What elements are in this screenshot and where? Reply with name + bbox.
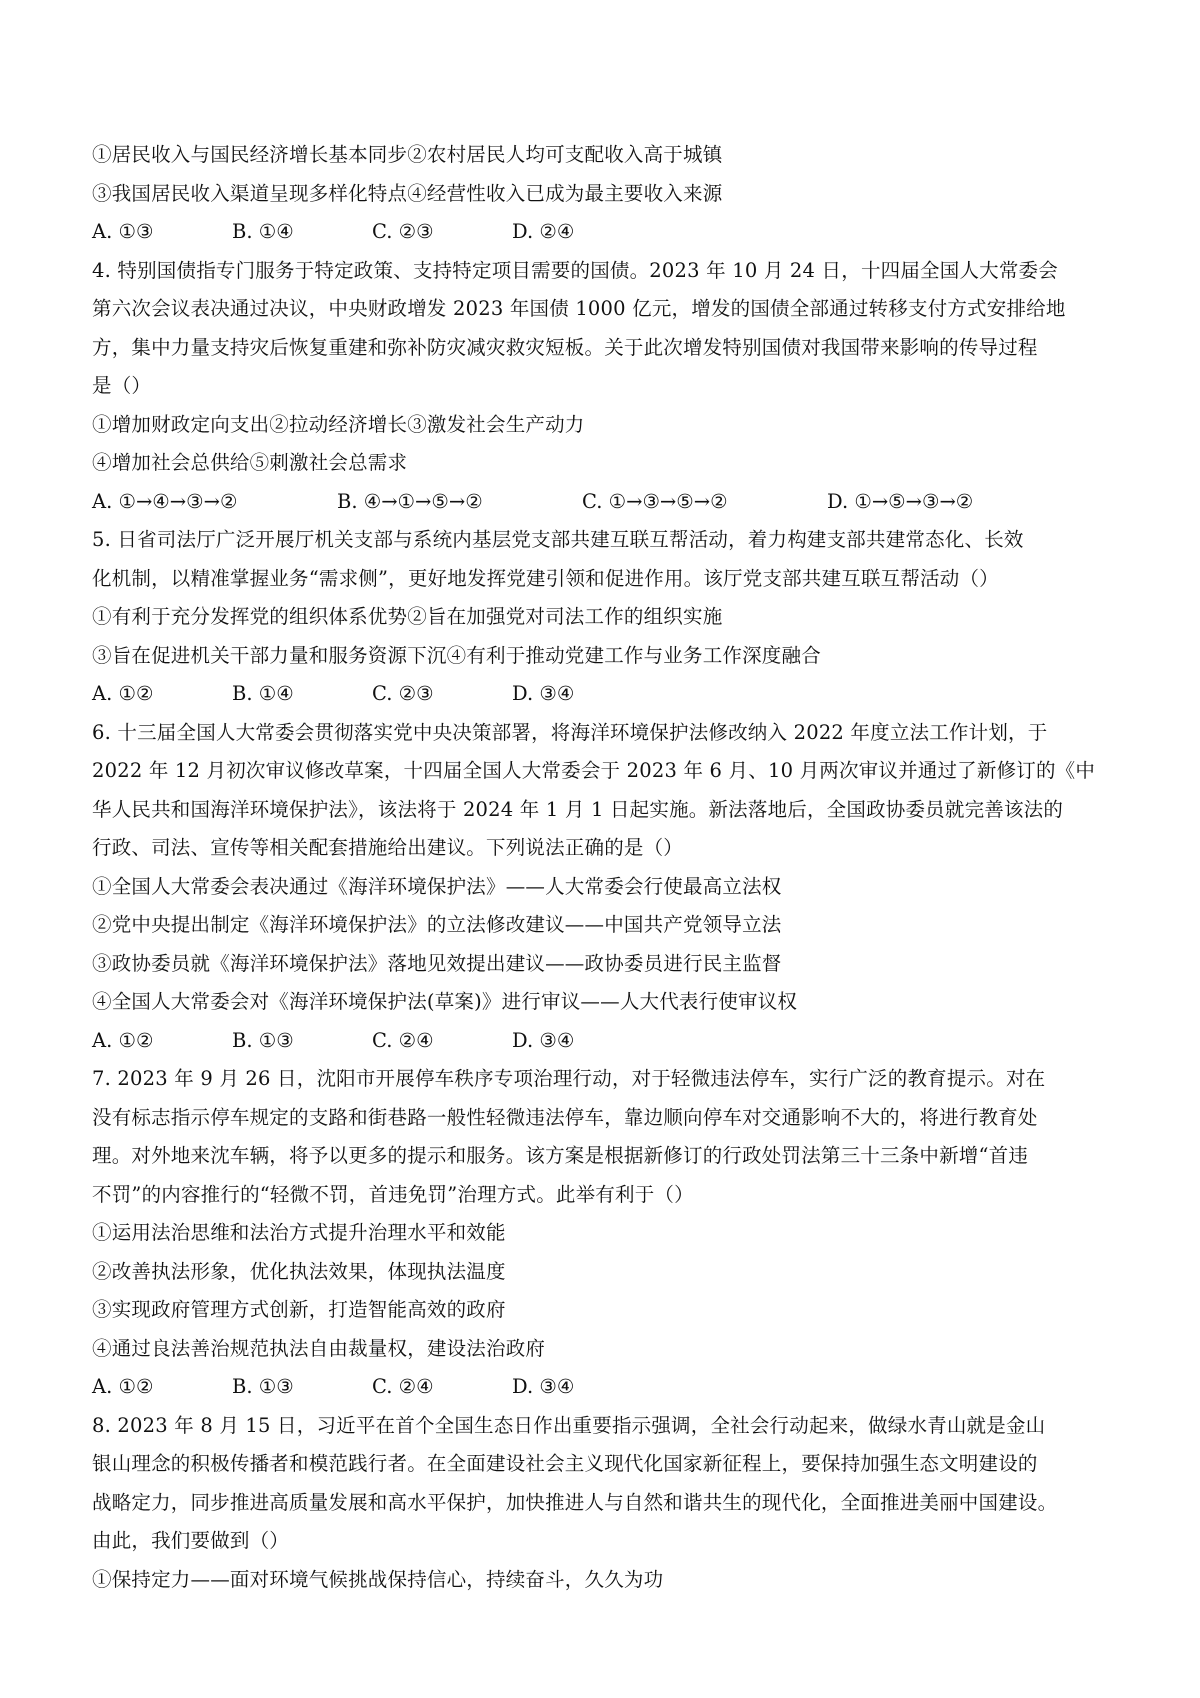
q7-option-3: ③实现政府管理方式创新，打造智能高效的政府 <box>92 1298 506 1321</box>
q3-choice-b: B. ①④ <box>232 220 294 243</box>
q4-choice-b: B. ④→①→⑤→② <box>337 489 483 513</box>
q7-option-2: ②改善执法形象，优化执法效果，体现执法温度 <box>92 1259 506 1283</box>
q7-choice-b: B. ①③ <box>232 1375 294 1398</box>
q6-choice-d: D. ③④ <box>512 1028 575 1052</box>
q4-stem-line-2: 第六次会议表决通过决议，中央财政增发 2023 年国债 1000 亿元，增发的国债全部通过转移支付方式安排给地 <box>92 297 1066 320</box>
q3-option-line-1: ①居民收入与国民经济增长基本同步②农村居民人均可支配收入高于城镇 <box>92 143 723 166</box>
q3-option-line-2: ③我国居民收入渠道呈现多样化特点④经营性收入已成为最主要收入来源 <box>92 181 723 205</box>
q4-stem-line-1: 4. 特别国债指专门服务于特定政策、支持特定项目需要的国债。2023 年 10 月 24 日，十四届全国人大常委会 <box>92 258 1058 282</box>
q7-stem-line-3: 理。对外地来沈车辆，将予以更多的提示和服务。该方案是根据新修订的行政处罚法第三十三条中新增“首违 <box>92 1144 1029 1167</box>
q7-stem-line-1: 7. 2023 年 9 月 26 日，沈阳市开展停车秩序专项治理行动，对于轻微违法停车，实行广泛的教育提示。对在 <box>92 1067 1046 1090</box>
q5-choice-d: D. ③④ <box>512 682 575 705</box>
q4-choice-a: A. ①→④→③→② <box>92 489 238 513</box>
q5-option-line-2: ③旨在促进机关干部力量和服务资源下沉④有利于推动党建工作与业务工作深度融合 <box>92 643 821 667</box>
q4-option-line-1: ①增加财政定向支出②拉动经济增长③激发社会生产动力 <box>92 412 585 436</box>
q4-choice-c: C. ①→③→⑤→② <box>582 489 728 513</box>
q6-stem-line-2: 2022 年 12 月初次审议修改草案，十四届全国人大常委会于 2023 年 6 月、10 月两次审议并通过了新修订的《中 <box>92 759 1096 782</box>
q3-choice-c: C. ②③ <box>372 220 434 243</box>
q5-choice-c: C. ②③ <box>372 682 434 705</box>
q6-choice-b: B. ①③ <box>232 1028 294 1052</box>
q6-choice-a: A. ①② <box>92 1028 154 1052</box>
q5-option-line-1: ①有利于充分发挥党的组织体系优势②旨在加强党对司法工作的组织实施 <box>92 605 723 628</box>
q4-choice-d: D. ①→⑤→③→② <box>827 489 974 513</box>
q6-option-4: ④全国人大常委会对《海洋环境保护法(草案)》进行审议——人大代表行使审议权 <box>92 990 798 1013</box>
q7-choice-a: A. ①② <box>92 1375 154 1398</box>
q6-option-3: ③政协委员就《海洋环境保护法》落地见效提出建议——政协委员进行民主监督 <box>92 951 782 975</box>
q5-choice-a: A. ①② <box>92 682 154 705</box>
q6-choice-c: C. ②④ <box>372 1028 434 1052</box>
q7-choice-c: C. ②④ <box>372 1375 434 1398</box>
q6-option-1: ①全国人大常委会表决通过《海洋环境保护法》——人大常委会行使最高立法权 <box>92 874 782 898</box>
q5-choices <box>92 675 1112 714</box>
q4-choices <box>92 483 1112 522</box>
q4-option-line-2: ④增加社会总供给⑤刺激社会总需求 <box>92 451 408 474</box>
exam-page <box>92 136 1112 1599</box>
q7-option-1: ①运用法治思维和法治方式提升治理水平和效能 <box>92 1221 506 1244</box>
q5-stem-line-2: 化机制，以精准掌握业务“需求侧”，更好地发挥党建引领和促进作用。该厅党支部共建互联互帮活动（） <box>92 566 999 590</box>
q5-stem-line-1: 5. 日省司法厅广泛开展厅机关支部与系统内基层党支部共建互联互帮活动，着力构建支部共建常态化、长效 <box>92 528 1024 551</box>
q3-choices <box>92 213 1112 252</box>
q3-choice-d: D. ②④ <box>512 220 575 243</box>
q6-stem-line-1: 6. 十三届全国人大常委会贯彻落实党中央决策部署，将海洋环境保护法修改纳入 2022 年度立法工作计划，于 <box>92 720 1048 744</box>
q4-stem-line-4: 是（） <box>92 374 152 397</box>
q7-choice-d: D. ③④ <box>512 1375 575 1398</box>
q6-stem-line-4: 行政、司法、宣传等相关配套措施给出建议。下列说法正确的是（） <box>92 836 684 859</box>
q7-option-4: ④通过良法善治规范执法自由裁量权，建设法治政府 <box>92 1336 546 1360</box>
q5-choice-b: B. ①④ <box>232 682 294 705</box>
q8-option-1: ①保持定力——面对环境气候挑战保持信心，持续奋斗，久久为功 <box>92 1567 664 1591</box>
q7-choices <box>92 1368 1112 1407</box>
q8-stem-line-4: 由此，我们要做到（） <box>92 1529 290 1552</box>
q7-stem-line-4: 不罚”的内容推行的“轻微不罚，首违免罚”治理方式。此举有利于（） <box>92 1182 694 1206</box>
q3-choice-a: A. ①③ <box>92 220 154 243</box>
q4-stem-line-3: 方，集中力量支持灾后恢复重建和弥补防灾减灾救灾短板。关于此次增发特别国债对我国带来影响的传导过程 <box>92 335 1038 359</box>
q7-stem-line-2: 没有标志指示停车规定的支路和街巷路一般性轻微违法停车，靠边顺向停车对交通影响不大的，将进行教育处 <box>92 1105 1038 1129</box>
q6-choices <box>92 1022 1112 1061</box>
q8-stem-line-3: 战略定力，同步推进高质量发展和高水平保护，加快推进人与自然和谐共生的现代化，全面推进美丽中国建设。 <box>92 1490 1058 1514</box>
q6-stem-line-3: 华人民共和国海洋环境保护法》，该法将于 2024 年 1 月 1 日起实施。新法落地后，全国政协委员就完善该法的 <box>92 797 1064 821</box>
q8-stem-line-1: 8. 2023 年 8 月 15 日，习近平在首个全国生态日作出重要指示强调，全社会行动起来，做绿水青山就是金山 <box>92 1413 1046 1437</box>
q6-option-2: ②党中央提出制定《海洋环境保护法》的立法修改建议——中国共产党领导立法 <box>92 913 782 936</box>
q8-stem-line-2: 银山理念的积极传播者和模范践行者。在全面建设社会主义现代化国家新征程上，要保持加强生态文明建设的 <box>92 1452 1038 1475</box>
